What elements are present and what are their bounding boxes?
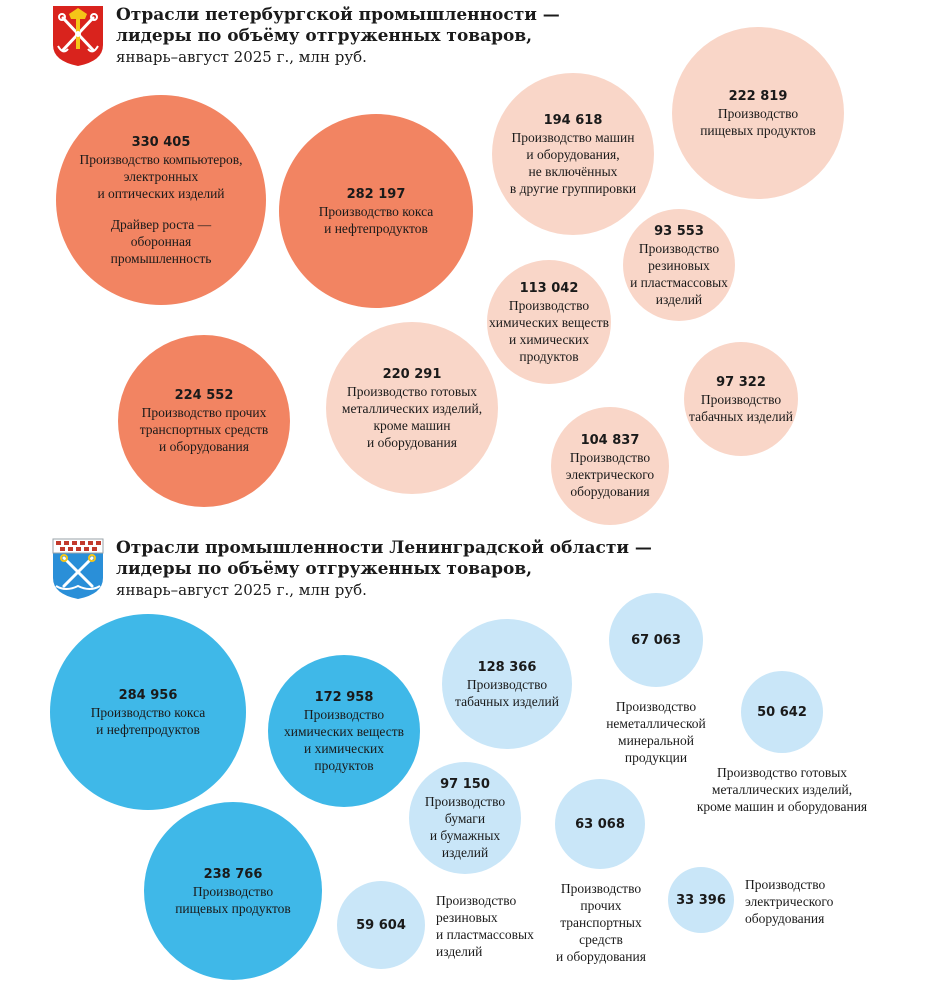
- lo-bubble-outer-label-line: Производство: [615, 699, 697, 714]
- spb-bubble-value: 93 553: [654, 223, 704, 239]
- lo-bubble-label: [91, 704, 206, 738]
- spb-bubble-label-line: не включённых: [528, 163, 618, 179]
- spb-bubble-label-line: Производство: [569, 450, 651, 465]
- lo-bubble-value: 128 366: [477, 659, 537, 675]
- lo-bubble: [50, 614, 246, 810]
- spb-title-line-1: Отрасли петербургской промышленности —: [116, 5, 560, 25]
- spb-bubble-label-line: табачных изделий: [689, 408, 793, 424]
- spb-bubble-label: [689, 391, 793, 425]
- lo-bubble-outer-label-line: Производство готовых: [716, 765, 848, 780]
- lo-subtitle: январь–август 2025 г., млн руб.: [116, 581, 367, 599]
- spb-subtitle: январь–август 2025 г., млн руб.: [116, 48, 367, 66]
- spb-bubble-value: 97 322: [716, 374, 766, 390]
- spb-bubble-value: 330 405: [131, 134, 191, 150]
- lo-bubble-label: [175, 883, 291, 917]
- spb-bubble-label-line: и пластмассовых: [630, 274, 728, 290]
- lo-bubble-value: 59 604: [356, 917, 406, 933]
- lo-bubble-label-line: Производство: [466, 676, 548, 692]
- spb-bubble-value: 113 042: [519, 280, 579, 296]
- lo-bubble: [144, 802, 322, 980]
- lo-bubble-outer-label: [745, 876, 833, 927]
- lo-bubble: [555, 779, 645, 869]
- spb-bubble-label-line: транспортных средств: [139, 422, 269, 437]
- lo-bubble-outer-label-line: Производство: [436, 893, 517, 908]
- lo-bubble-label: [284, 706, 404, 774]
- spb-bubble-label-line: Производство кокса: [318, 203, 434, 219]
- lo-bubble-outer-label-line: резиновых: [436, 910, 498, 925]
- spb-coat-of-arms-icon: [52, 5, 104, 67]
- spb-bubble-label-line: кроме машин: [373, 417, 451, 433]
- spb-bubble-value: 220 291: [382, 366, 442, 382]
- lo-bubble-value: 97 150: [440, 776, 490, 792]
- lo-title-line-2: лидеры по объёму отгруженных товаров,: [116, 559, 533, 579]
- spb-bubble: [118, 335, 290, 507]
- spb-bubble-label-line: в другие группировки: [509, 180, 637, 196]
- lo-bubble-outer-label-line: и оборудования: [556, 949, 646, 964]
- lo-bubble-value: 238 766: [203, 866, 263, 882]
- spb-bubble-value: 282 197: [346, 186, 406, 202]
- spb-bubble-label: [566, 449, 654, 500]
- spb-bubble-label: [700, 105, 816, 139]
- lo-bubble-label: [455, 676, 559, 710]
- spb-bubble: [279, 114, 473, 308]
- spb-bubble-label-line: и нефтепродуктов: [324, 220, 428, 236]
- spb-bubble-value: 222 819: [728, 88, 788, 104]
- lo-bubble: [409, 762, 521, 874]
- spb-bubble-label: [140, 404, 269, 455]
- lo-bubble-outer-label-line: и пластмассовых: [436, 927, 534, 942]
- spb-bubble-label-line: Производство готовых: [346, 383, 478, 399]
- spb-bubble-label-line: оборудования: [570, 484, 650, 499]
- lo-bubble: [442, 619, 572, 749]
- spb-bubble-label: [489, 297, 609, 365]
- spb-bubble: [623, 209, 735, 321]
- lo-bubble-label-line: Производство кокса: [90, 704, 206, 720]
- spb-bubble-label-line: Производство: [717, 105, 799, 121]
- lo-bubble-label-line: бумаги: [444, 810, 486, 826]
- spb-bubble-label: [342, 383, 482, 451]
- lo-bubble-outer-label-line: минеральной: [618, 733, 694, 748]
- lo-title-line-1: Отрасли промышленности Ленинградской области —: [116, 538, 652, 558]
- lo-bubble-outer-label-line: средств: [579, 932, 623, 947]
- lo-header: [52, 538, 812, 600]
- lo-bubble-label-line: Производство: [424, 793, 506, 809]
- spb-bubble-note: [111, 216, 212, 267]
- lo-bubble-outer-label-line: электрического: [745, 894, 834, 909]
- spb-bubble-label: [630, 240, 728, 308]
- lo-bubble-outer-label-line: прочих: [580, 898, 622, 913]
- spb-bubble-label-line: и оборудования: [159, 439, 249, 454]
- leningrad-oblast-coat-of-arms-icon: [52, 538, 104, 600]
- spb-bubble-label-line: изделий: [655, 291, 703, 307]
- spb-bubble-label-line: и оптических изделий: [97, 185, 225, 201]
- spb-bubble-label-line: металлических изделий,: [341, 400, 483, 416]
- lo-bubble-outer-label-line: кроме машин и оборудования: [696, 799, 868, 814]
- spb-bubble-value: 224 552: [174, 388, 234, 403]
- lo-bubble-label-line: и нефтепродуктов: [96, 721, 200, 737]
- lo-bubble-outer-label-line: оборудования: [745, 911, 825, 926]
- lo-bubble-outer-label: [436, 892, 534, 960]
- lo-bubble-label: [425, 793, 505, 861]
- lo-bubble-label-line: химических веществ: [283, 723, 405, 739]
- lo-bubble-value: 284 956: [118, 687, 178, 703]
- lo-bubble-outer-label: [697, 764, 867, 815]
- lo-bubble: [741, 671, 823, 753]
- spb-bubble-value: 104 837: [580, 433, 640, 448]
- lo-bubble-outer-label-line: Производство: [745, 877, 826, 892]
- lo-bubble: [337, 881, 425, 969]
- spb-bubble-label: [510, 129, 636, 197]
- spb-bubble-value: 194 618: [543, 112, 603, 128]
- lo-bubble: [668, 867, 734, 933]
- lo-bubble-label-line: и бумажных: [429, 827, 501, 843]
- spb-bubble-label-line: электронных: [123, 168, 199, 184]
- spb-bubble-label-line: и оборудования: [367, 434, 457, 450]
- spb-bubble-label-line: Производство машин: [511, 129, 635, 145]
- spb-bubble: [551, 407, 669, 525]
- lo-bubble-label-line: продуктов: [314, 757, 374, 773]
- lo-bubble-value: 63 068: [575, 816, 625, 832]
- lo-bubble-value: 50 642: [757, 704, 807, 720]
- lo-bubble-label-line: Производство: [192, 883, 274, 899]
- spb-bubble-label: [80, 151, 243, 202]
- lo-bubble-value: 67 063: [631, 632, 681, 648]
- spb-bubble-label-line: Производство: [638, 240, 720, 256]
- lo-bubble-label-line: изделий: [441, 844, 489, 860]
- lo-bubble-outer-label: [606, 698, 706, 766]
- spb-bubble: [56, 95, 266, 305]
- lo-bubble-label-line: табачных изделий: [455, 693, 559, 709]
- spb-bubble-label-line: электрического: [565, 467, 655, 482]
- lo-bubble-outer-label-line: Производство: [560, 881, 642, 896]
- spb-bubble: [492, 73, 654, 235]
- lo-bubble-label-line: Производство: [303, 706, 385, 722]
- spb-bubble-label-line: Производство: [508, 297, 590, 313]
- spb-bubble-note-line: Драйвер роста —: [110, 216, 212, 232]
- spb-title-line-2: лидеры по объёму отгруженных товаров,: [116, 26, 533, 46]
- lo-bubble: [268, 655, 420, 807]
- lo-bubble-outer-label-line: транспортных: [560, 915, 642, 930]
- spb-bubble: [684, 342, 798, 456]
- spb-bubble-label-line: и химических: [508, 331, 589, 347]
- spb-bubble: [487, 260, 611, 384]
- spb-bubble-label-line: химических веществ: [488, 314, 610, 330]
- spb-bubble: [672, 27, 844, 199]
- lo-bubble-value: 33 396: [676, 892, 726, 908]
- lo-titles: [116, 538, 816, 600]
- spb-bubble-label-line: Производство компьютеров,: [79, 151, 243, 167]
- spb-bubble-note-line: оборонная: [130, 233, 192, 249]
- spb-bubble-label-line: Производство: [700, 391, 782, 407]
- spb-bubble-label-line: пищевых продуктов: [700, 122, 816, 138]
- lo-bubble-outer-label: [556, 880, 646, 965]
- lo-bubble-label-line: и химических: [303, 740, 384, 756]
- spb-bubble-label-line: резиновых: [648, 257, 710, 273]
- lo-bubble: [609, 593, 703, 687]
- lo-bubble-outer-label-line: изделий: [436, 944, 483, 959]
- spb-bubble-note-line: промышленность: [110, 250, 212, 266]
- spb-bubble-label-line: Производство прочих: [141, 405, 267, 420]
- spb-bubble: [326, 322, 498, 494]
- spb-bubble-label-line: и оборудования,: [526, 146, 620, 162]
- lo-bubble-value: 172 958: [314, 689, 374, 705]
- lo-bubble-outer-label-line: металлических изделий,: [711, 782, 853, 797]
- lo-bubble-outer-label-line: продукции: [624, 750, 688, 765]
- spb-bubble-label: [319, 203, 434, 237]
- lo-bubble-label-line: пищевых продуктов: [175, 900, 291, 916]
- lo-bubble-outer-label-line: неметаллической: [606, 716, 706, 731]
- spb-bubble-label-line: продуктов: [519, 348, 579, 364]
